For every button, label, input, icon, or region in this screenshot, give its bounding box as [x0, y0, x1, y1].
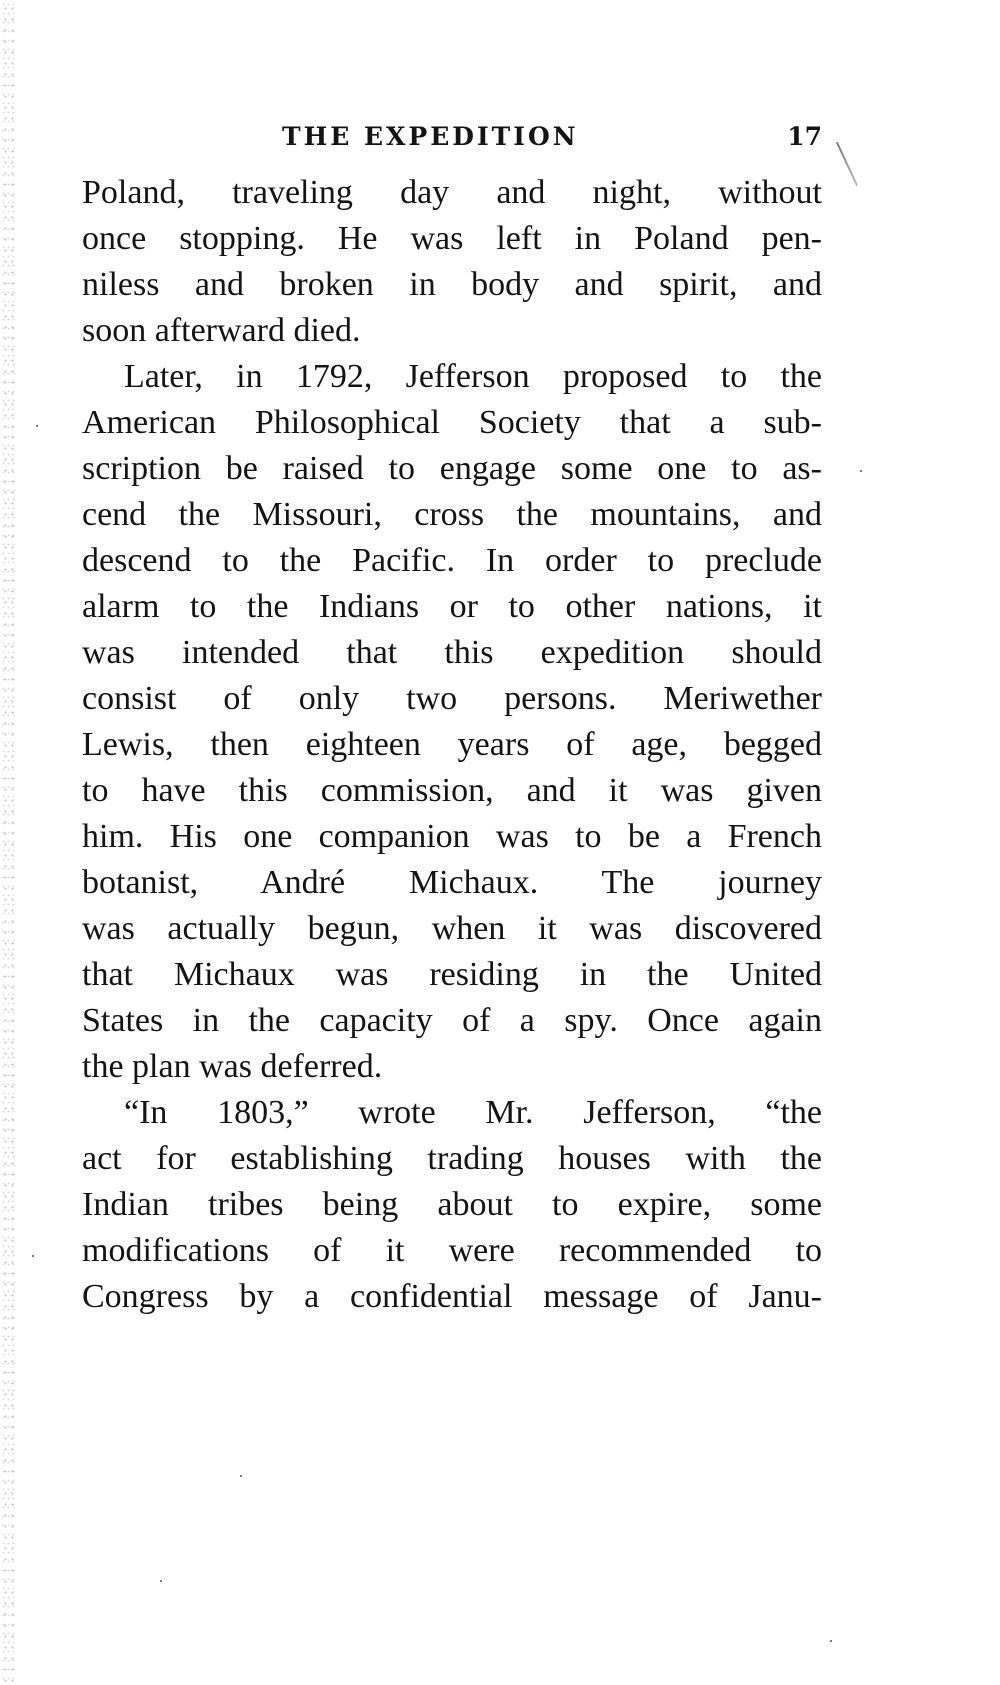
text-line: alarm to the Indians or to other nations, it	[82, 588, 822, 625]
text-line: modifications of it were recommended to	[82, 1232, 822, 1269]
running-title: THE EXPEDITION	[282, 122, 579, 151]
text-line: consist of only two persons. Meriwether	[82, 680, 822, 717]
stray-dot	[32, 1255, 34, 1257]
text-line: botanist, André Michaux. The journey	[82, 864, 822, 901]
text-line: that Michaux was residing in the United	[82, 956, 822, 993]
text-line: Later, in 1792, Jefferson proposed to the	[124, 358, 822, 395]
text-line: Indian tribes being about to expire, some	[82, 1186, 822, 1223]
stray-dot	[860, 470, 862, 472]
text-line: descend to the Pacific. In order to preclude	[82, 542, 822, 579]
page-number: 17	[787, 122, 822, 151]
text-line: niless and broken in body and spirit, and	[82, 266, 822, 303]
running-head	[82, 122, 822, 162]
stray-ink-mark	[836, 142, 858, 186]
text-line: cend the Missouri, cross the mountains, and	[82, 496, 822, 533]
stray-dot	[240, 1475, 242, 1477]
text-line: soon afterward died.	[82, 312, 361, 349]
text-line: Congress by a confidential message of Janu-	[82, 1278, 822, 1315]
text-line: “In 1803,” wrote Mr. Jefferson, “the	[124, 1094, 822, 1131]
text-line: Poland, traveling day and night, without	[82, 174, 822, 211]
text-line: Lewis, then eighteen years of age, begged	[82, 726, 822, 763]
stray-dot	[160, 1580, 162, 1582]
text-line: States in the capacity of a spy. Once again	[82, 1002, 822, 1039]
text-line: was actually begun, when it was discovered	[82, 910, 822, 947]
text-line: American Philosophical Society that a sub-	[82, 404, 822, 441]
text-line: once stopping. He was left in Poland pen-	[82, 220, 822, 257]
stray-dot	[830, 1640, 832, 1642]
text-line: was intended that this expedition should	[82, 634, 822, 671]
page-gutter-edge	[0, 0, 16, 1685]
text-line: him. His one companion was to be a French	[82, 818, 822, 855]
stray-dot	[36, 425, 38, 427]
text-line: the plan was deferred.	[82, 1048, 383, 1085]
text-line: scription be raised to engage some one to as-	[82, 450, 822, 487]
text-line: to have this commission, and it was given	[82, 772, 822, 809]
text-line: act for establishing trading houses with the	[82, 1140, 822, 1177]
body-text	[82, 170, 822, 1320]
